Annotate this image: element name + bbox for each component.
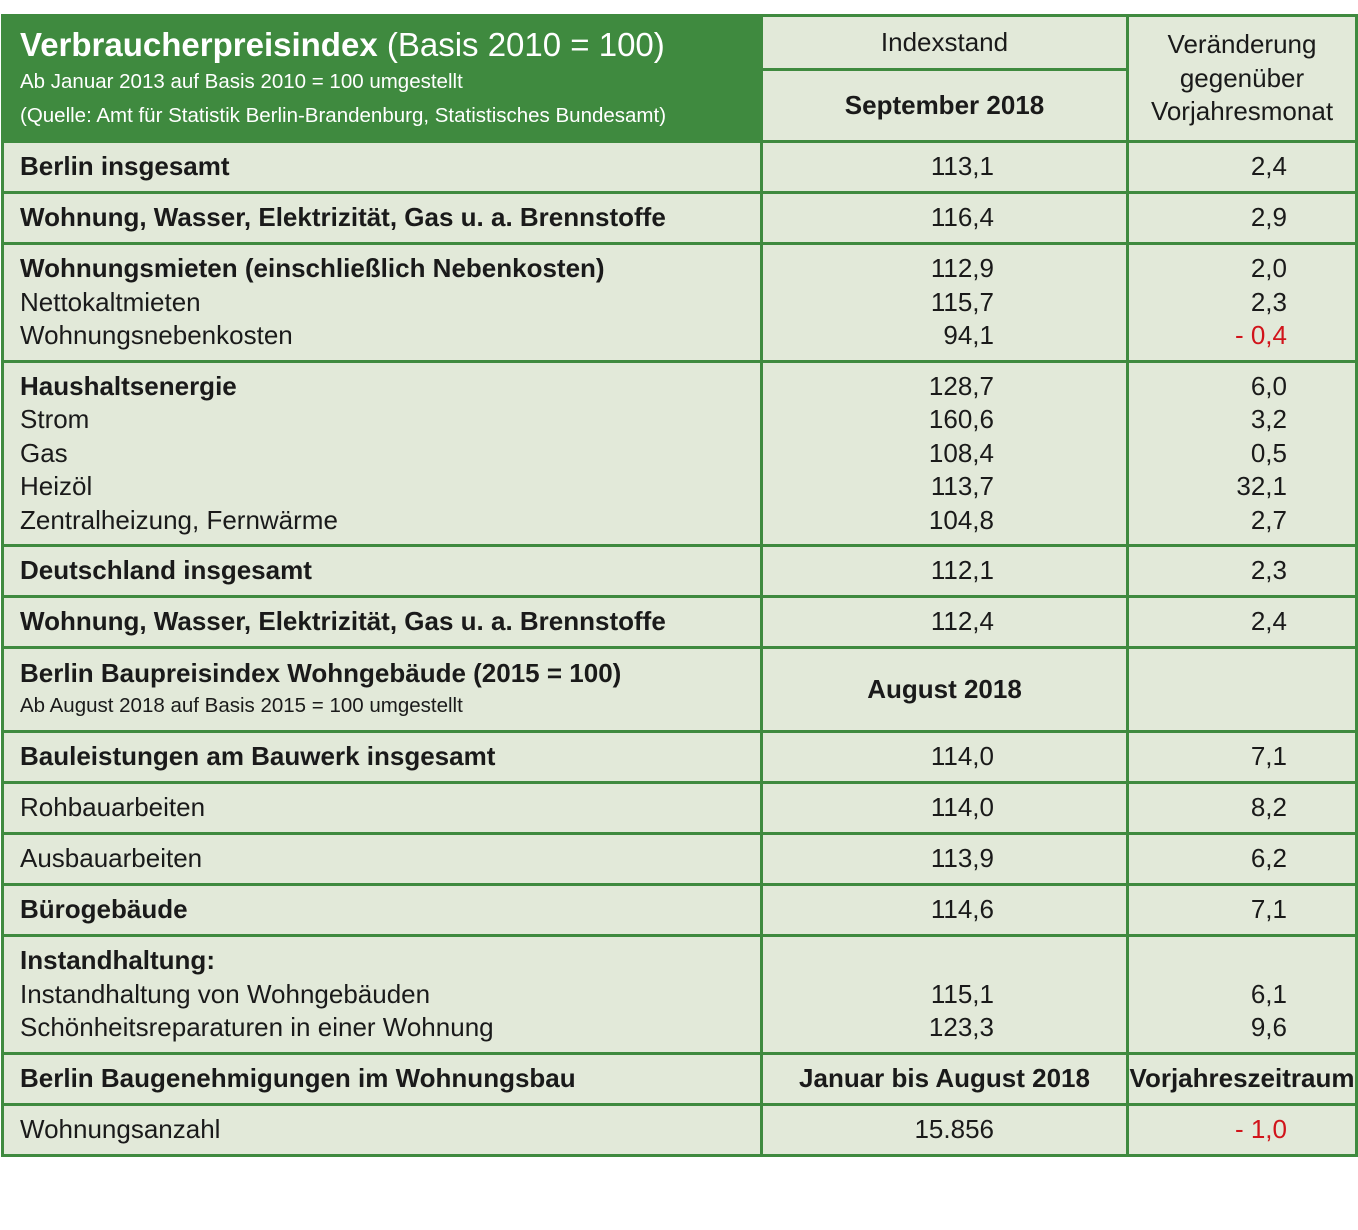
row-label: Wohnungsnebenkosten: [20, 320, 293, 351]
change-value-group: [1128, 936, 1357, 1054]
row-label: Wohnung, Wasser, Elektrizität, Gas u. a. Brennstoffe: [3, 597, 762, 648]
change-value: 8,2: [1128, 783, 1357, 834]
table-row: [3, 732, 1357, 783]
section-title: Berlin Baugenehmigungen im Wohnungsbau: [3, 1054, 762, 1105]
table-row: [3, 244, 1357, 362]
section-title: Berlin Baupreisindex Wohngebäude (2015 = 100): [20, 657, 622, 688]
index-value-group: [762, 936, 1128, 1054]
index-value: 113,1: [762, 142, 1128, 193]
change-value: 7,1: [1128, 732, 1357, 783]
index-value: 128,7: [928, 370, 994, 401]
row-label: Gas: [20, 437, 68, 468]
change-value: 6,0: [1250, 370, 1287, 401]
row-label-group: [3, 244, 762, 362]
title-note-source: (Quelle: Amt für Statistik Berlin-Brandenburg, Statistisches Bundesamt): [20, 104, 667, 127]
change-value: 2,0: [1250, 253, 1287, 284]
table-row: [3, 142, 1357, 193]
row-label-group: [3, 362, 762, 546]
index-value-group: [762, 362, 1128, 546]
table-row: [3, 834, 1357, 885]
row-label: Berlin insgesamt: [3, 142, 762, 193]
table-row: [3, 362, 1357, 546]
index-value: 114,0: [762, 732, 1128, 783]
row-label: Bürogebäude: [3, 885, 762, 936]
index-value: 94,1: [943, 320, 994, 351]
section-header: [3, 648, 762, 732]
index-value-group: [762, 244, 1128, 362]
change-value: 2,9: [1128, 193, 1357, 244]
section-compare: Vorjahreszeitraum: [1128, 1054, 1357, 1105]
column-header-index: Indexstand: [762, 16, 1128, 70]
row-label: Wohnung, Wasser, Elektrizität, Gas u. a. Brennstoffe: [3, 193, 762, 244]
table-row: [3, 193, 1357, 244]
row-label: Wohnungsmieten (einschließlich Nebenkosten): [20, 253, 605, 284]
change-value: 0,5: [1250, 437, 1287, 468]
section-period: Januar bis August 2018: [762, 1054, 1128, 1105]
index-value: 115,1: [930, 978, 994, 1009]
change-header-line: Veränderung: [1167, 29, 1317, 60]
row-label: Heizöl: [20, 471, 93, 502]
index-value: 114,6: [762, 885, 1128, 936]
section-header-row: [3, 648, 1357, 732]
change-value: 7,1: [1128, 885, 1357, 936]
change-value: 2,3: [1128, 546, 1357, 597]
index-value: 114,0: [762, 783, 1128, 834]
row-label: Rohbauarbeiten: [3, 783, 762, 834]
table-row: [3, 597, 1357, 648]
table-row: [3, 546, 1357, 597]
table-title-basis: (Basis 2010 = 100): [377, 26, 665, 63]
column-header-change: [1128, 16, 1357, 142]
row-label: Instandhaltung:: [20, 945, 215, 976]
empty-cell: [1128, 648, 1357, 732]
row-label: Bauleistungen am Bauwerk insgesamt: [3, 732, 762, 783]
row-label: Haushaltsenergie: [20, 370, 237, 401]
section-month: August 2018: [762, 648, 1128, 732]
table-title-cell: [3, 16, 762, 142]
table-title-bold: Verbraucherpreisindex: [20, 26, 378, 63]
index-value: 112,4: [762, 597, 1128, 648]
change-header-line: gegenüber: [1179, 62, 1305, 93]
change-value: 9,6: [1250, 1012, 1287, 1043]
change-value: 32,1: [1236, 471, 1287, 502]
index-value: 104,8: [928, 504, 994, 535]
change-value-negative: - 1,0: [1128, 1105, 1357, 1156]
row-label: Schönheitsreparaturen in einer Wohnung: [20, 1012, 494, 1043]
row-label: Zentralheizung, Fernwärme: [20, 504, 338, 535]
index-value: 160,6: [928, 404, 994, 435]
change-value-group: [1128, 362, 1357, 546]
change-header-line: Vorjahresmonat: [1150, 96, 1334, 127]
row-label: Wohnungsanzahl: [3, 1105, 762, 1156]
index-value: 116,4: [762, 193, 1128, 244]
index-value: 123,3: [928, 1012, 994, 1043]
change-value: 6,2: [1128, 834, 1357, 885]
change-value: 2,7: [1250, 504, 1287, 535]
row-label: Nettokaltmieten: [20, 286, 201, 317]
change-value-negative: - 0,4: [1234, 320, 1287, 351]
change-value: 3,2: [1250, 404, 1287, 435]
index-value: 112,9: [930, 253, 994, 284]
row-label: Deutschland insgesamt: [3, 546, 762, 597]
change-value-group: [1128, 244, 1357, 362]
table-row: [3, 885, 1357, 936]
count-value: 15.856: [762, 1105, 1128, 1156]
row-label: Instandhaltung von Wohngebäuden: [20, 978, 431, 1009]
index-value: 115,7: [930, 286, 994, 317]
section-note: Ab August 2018 auf Basis 2015 = 100 umgestellt: [20, 694, 463, 718]
index-value: 113,9: [762, 834, 1128, 885]
price-index-table: [1, 14, 1358, 1157]
title-note-1: Ab Januar 2013 auf Basis 2010 = 100 umgestellt: [20, 70, 463, 93]
change-value: 2,3: [1250, 286, 1287, 317]
row-label-group: [3, 936, 762, 1054]
index-value: 113,7: [930, 471, 994, 502]
index-value: 108,4: [928, 437, 994, 468]
table-title: [20, 17, 760, 65]
row-label: Strom: [20, 404, 90, 435]
change-value: 6,1: [1250, 978, 1287, 1009]
table-row: [3, 936, 1357, 1054]
section-header-row: [3, 1054, 1357, 1105]
table-row: [3, 783, 1357, 834]
table-row: [3, 1105, 1357, 1156]
change-value: 2,4: [1128, 142, 1357, 193]
row-label: Ausbauarbeiten: [3, 834, 762, 885]
column-header-month: September 2018: [762, 70, 1128, 142]
change-value: 2,4: [1128, 597, 1357, 648]
index-value: 112,1: [762, 546, 1128, 597]
